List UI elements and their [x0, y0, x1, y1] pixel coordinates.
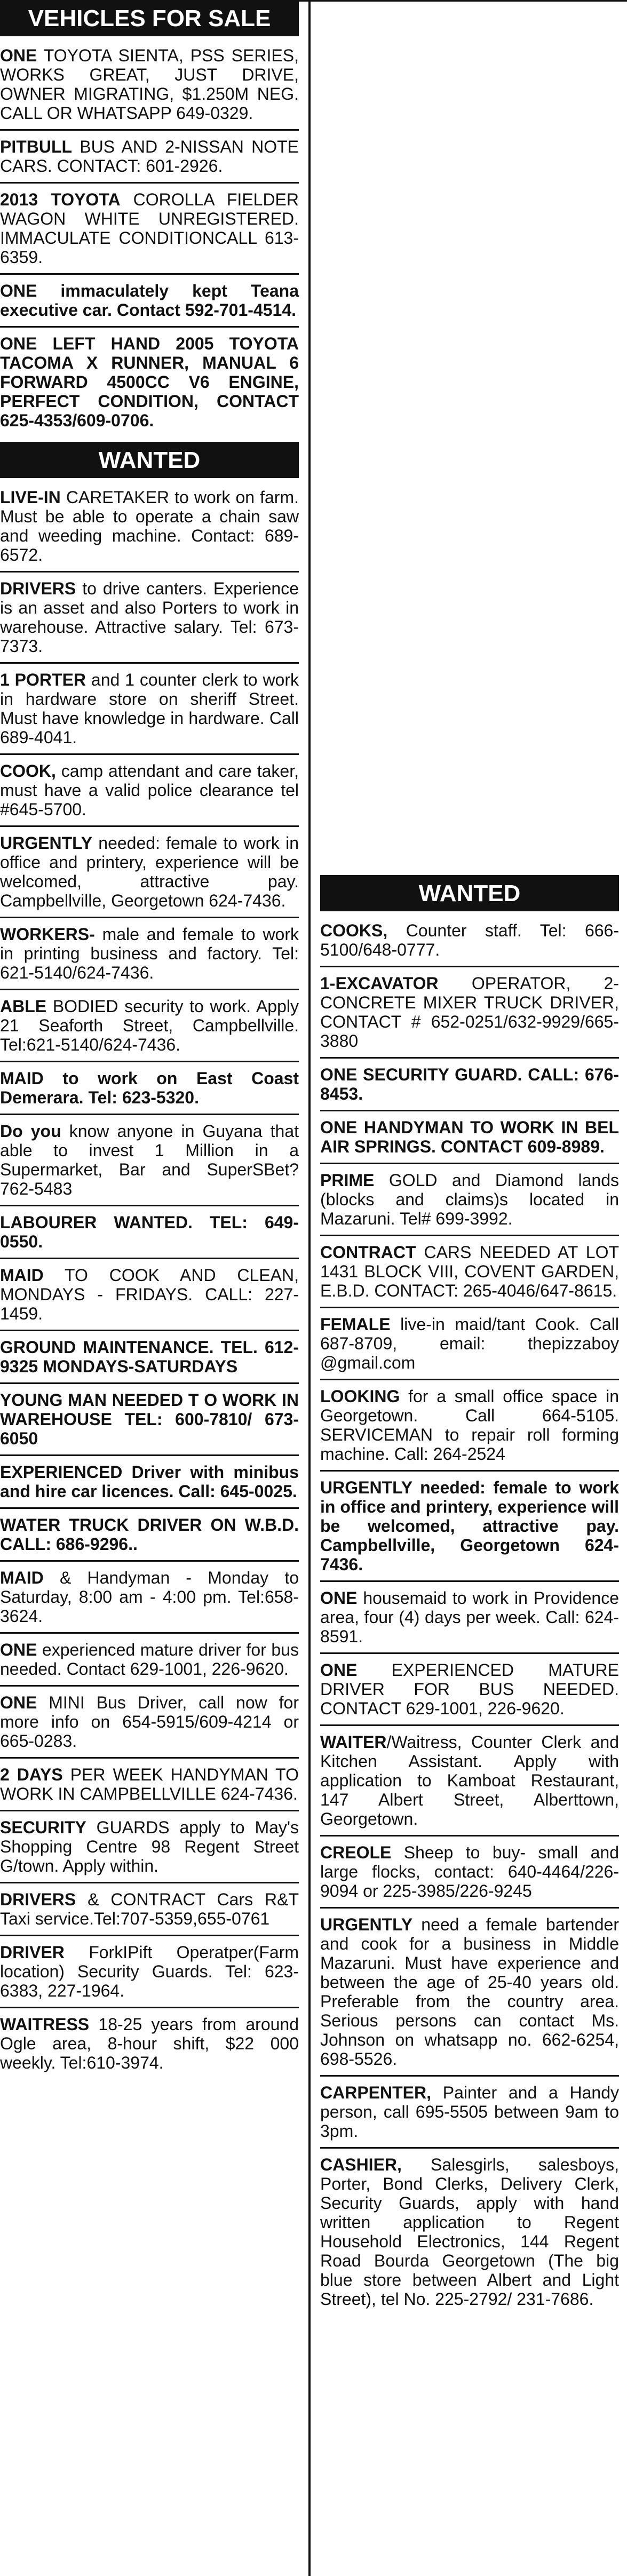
ad-lead: 2 DAYS	[0, 1765, 63, 1784]
ad-body: housemaid to work in Providence area, four (4) days per week. Call: 624-8591.	[320, 1588, 619, 1646]
ad-lead: DRIVER	[0, 1943, 65, 1962]
vehicles-ads-list	[0, 45, 299, 436]
vehicles-for-sale-header: VEHICLES FOR SALE	[0, 0, 299, 36]
ad-lead: LABOURER WANTED.	[0, 1213, 193, 1232]
classified-ad	[320, 1659, 619, 1726]
ad-lead: LOOKING	[320, 1387, 400, 1406]
ad-body: for a small office space in Georgetown. Call 664-5105. SERVICEMAN to repair roll forming machine. Call: 264-2524	[320, 1387, 619, 1464]
classified-ad	[320, 920, 619, 967]
classified-ad	[0, 189, 299, 275]
ad-lead: ONE HANDYMAN	[320, 1118, 464, 1137]
ad-lead: ONE	[0, 1640, 37, 1659]
ad-lead: URGENTLY	[320, 1478, 412, 1497]
ad-lead: Do you	[0, 1122, 61, 1141]
ad-lead: ONE	[320, 1588, 358, 1608]
ad-lead: MAID	[0, 1069, 44, 1088]
ad-body: CARS NEEDED AT LOT 1431 BLOCK VIII, COVENT GARDEN, E.B.D. CONTACT: 265-4046/647-8615.	[320, 1243, 619, 1300]
ad-lead: WAITER	[320, 1732, 387, 1752]
blank-space	[320, 0, 619, 875]
ad-lead: EXPERIENCED Driver	[0, 1462, 181, 1482]
classified-ad	[320, 1386, 619, 1472]
classified-ad	[0, 1068, 299, 1115]
ad-body: TEL: 649-0550.	[0, 1213, 299, 1251]
column-rule	[308, 0, 311, 2576]
ad-body: ON W.B.D. CALL: 686-9296..	[0, 1515, 299, 1554]
classified-ad	[0, 832, 299, 918]
classified-ad	[0, 487, 299, 573]
wanted-header-left: WANTED	[0, 442, 299, 478]
ad-body: immaculately kept Teana executive car. Contact 592-701-4514.	[0, 281, 299, 320]
ad-lead: YOUNG MAN NEEDED T O WORK IN WAREHOUSE	[0, 1390, 299, 1429]
ad-body: TOYOTA TACOMA X RUNNER, MANUAL 6 FORWARD 4500CC V6 ENGINE, PERFECT CONDITION, CONTACT 625-4353/609-0706.	[0, 334, 299, 430]
ad-body: EXPERIENCED MATURE DRIVER FOR BUS NEEDED. CONTACT 629-1001, 226-9620.	[320, 1660, 619, 1718]
classified-ad	[0, 136, 299, 184]
classified-ad	[0, 1120, 299, 1206]
ad-lead: ABLE	[0, 997, 47, 1016]
classified-ad	[320, 1842, 619, 1909]
ad-lead: DRIVERS	[0, 579, 76, 598]
ad-body: TEL. 612-9325 MONDAYS-SATURDAYS	[0, 1338, 299, 1376]
ad-lead: ONE	[0, 281, 37, 300]
ad-lead: PRIME	[320, 1171, 375, 1190]
classified-ad	[0, 2014, 299, 2079]
ad-lead: URGENTLY	[0, 833, 93, 853]
ad-lead: CARPENTER,	[320, 2083, 432, 2102]
ad-lead: DRIVERS	[0, 1890, 76, 1909]
wanted-ads-list-left	[0, 487, 299, 2079]
ad-lead: CONTRACT	[320, 1243, 416, 1262]
classified-ad	[320, 1914, 619, 2077]
ad-lead: COOK,	[0, 761, 56, 781]
ad-body: PER WEEK HANDYMAN TO WORK IN CAMPBELLVILLE 624-7436.	[0, 1765, 299, 1803]
ad-lead: 1-EXCAVATOR	[320, 974, 439, 993]
ad-lead: COOKS,	[320, 921, 388, 940]
classified-ad	[320, 1242, 619, 1308]
classified-ad	[0, 1461, 299, 1509]
ad-body: know anyone in Guyana that able to invest 1 Million in a Supermarket, Bar and SuperSBet? 762-5483	[0, 1122, 299, 1198]
classified-ad	[0, 280, 299, 328]
ad-body: camp attendant and care taker, must have a valid police clearance tel #645-5700.	[0, 761, 299, 819]
ad-body: BODIED security to work. Apply 21 Seaforth Street, Campbellville. Tel:621-5140/624-7436.	[0, 997, 299, 1054]
ad-body: GOLD and Diamond lands (blocks and claims)s located in Mazaruni. Tel# 699-3992.	[320, 1171, 619, 1228]
ad-lead: LIVE-IN	[0, 488, 61, 507]
ad-body: 18-25 years from around Ogle area, 8-hour shift, $22 000 weekly. Tel:610-3974.	[0, 2015, 299, 2072]
ad-body: TO COOK AND CLEAN, MONDAYS - FRIDAYS. CALL: 227-1459.	[0, 1266, 299, 1323]
ad-body: & Handyman - Monday to Saturday, 8:00 am - 4:00 pm. Tel:658-3624.	[0, 1568, 299, 1626]
classified-ad	[320, 1170, 619, 1236]
classified-ad	[0, 1514, 299, 1562]
ad-body: Painter and a Handy person, call 695-5505 between 9am to 3pm.	[320, 2083, 619, 2141]
ad-body: experienced mature driver for bus needed. Contact 629-1001, 226-9620.	[0, 1640, 299, 1679]
classified-ad	[0, 996, 299, 1062]
classified-ad	[0, 1337, 299, 1384]
ad-lead: MAID	[0, 1568, 44, 1587]
ad-lead: ONE	[0, 1693, 37, 1712]
classified-ad	[0, 578, 299, 664]
classified-ad	[0, 1817, 299, 1883]
classified-ad	[0, 1389, 299, 1456]
classified-ad	[0, 1212, 299, 1259]
classified-ad	[0, 1567, 299, 1634]
classified-ad	[0, 924, 299, 990]
ad-lead: 2013 TOYOTA	[0, 190, 121, 209]
classified-ad	[0, 1692, 299, 1759]
ad-lead: GROUND MAINTENANCE.	[0, 1338, 214, 1357]
classified-ad	[320, 1477, 619, 1582]
classified-ad	[0, 1265, 299, 1331]
ad-lead: ONE	[0, 46, 37, 65]
ad-body: BUS AND 2-NISSAN NOTE CARS. CONTACT: 601-2926.	[0, 137, 299, 176]
ad-lead: 1 PORTER	[0, 670, 86, 689]
classified-ad	[0, 45, 299, 131]
classified-ad	[320, 2154, 619, 2315]
ad-body: to drive canters. Experience is an asset and also Porters to work in warehouse. Attractive salary. Tel: 673-7373.	[0, 579, 299, 656]
ad-body: MINI Bus Driver, call now for more info on 654-5915/609-4214 or 665-0283.	[0, 1693, 299, 1751]
ad-body: /Waitress, Counter Clerk and Kitchen Assistant. Apply with application to Kamboat Restaurant, 147 Albert Street, Alberttown, Georgetown.	[320, 1732, 619, 1828]
ad-body: male and female to work in printing business and factory. Tel: 621-5140/624-7436.	[0, 925, 299, 982]
wanted-ads-list-right	[320, 920, 619, 2315]
ad-body: TOYOTA SIENTA, PSS SERIES, WORKS GREAT, JUST DRIVE, OWNER MIGRATING, $1.250M NEG. CALL OR WHATSAPP 649-0329.	[0, 46, 299, 123]
ad-body: need a female bartender and cook for a business in Middle Mazaruni. Must have experience and between the age of 25-40 years old. Preferable from the country area. Serious persons can contact Ms. Johnson on whatsapp no. 662-6254, 698-5526.	[320, 1915, 619, 2069]
ad-body: & CONTRACT Cars R&T Taxi service.Tel:707-5359,655-0761	[0, 1890, 299, 1928]
classified-ad	[0, 669, 299, 755]
classified-ad	[320, 973, 619, 1059]
ad-body: Counter staff. Tel: 666-5100/648-0777.	[320, 921, 619, 959]
ad-lead: ONE SECURITY	[320, 1065, 449, 1084]
right-column	[320, 0, 619, 2320]
ad-lead: CASHIER,	[320, 2155, 402, 2174]
left-column	[0, 0, 299, 2084]
ad-body: needed: female to work in office and printery, experience will be welcomed, attractive pay. Campbellville, Georgetown 624-7436.	[320, 1478, 619, 1574]
classified-ad	[320, 1731, 619, 1836]
classified-ad	[320, 1587, 619, 1654]
ad-body: GUARDS apply to May's Shopping Centre 98 Regent Street G/town. Apply within.	[0, 1818, 299, 1875]
ad-lead: ONE	[320, 1660, 358, 1680]
classified-ad	[320, 1117, 619, 1164]
classified-ad	[320, 2082, 619, 2149]
ad-lead: FEMALE	[320, 1315, 391, 1334]
ad-body: CARETAKER to work on farm. Must be able to operate a chain saw and weeding machine. Contact: 689-6572.	[0, 488, 299, 565]
ad-lead: CREOLE	[320, 1843, 392, 1862]
classified-ad	[0, 1942, 299, 2008]
ad-body: GUARD. CALL: 676-8453.	[320, 1065, 620, 1103]
ad-body: TO WORK IN BEL AIR SPRINGS. CONTACT 609-8989.	[320, 1118, 620, 1156]
ad-lead: MAID	[0, 1266, 44, 1285]
ad-body: with minibus and hire car licences. Call: 645-0025.	[0, 1462, 299, 1501]
classified-ad	[320, 1064, 619, 1111]
ad-body: ForkIPift Operatper(Farm location) Security Guards. Tel: 623-6383, 227-1964.	[0, 1943, 299, 2000]
ad-body: OPERATOR, 2- CONCRETE MIXER TRUCK DRIVER, CONTACT # 652-0251/632-9929/665-3880	[320, 974, 619, 1051]
ad-lead: SECURITY	[0, 1818, 86, 1837]
classified-ad	[0, 1889, 299, 1936]
ad-body: COROLLA FIELDER WAGON WHITE UNREGISTERED. IMMACULATE CONDITIONCALL 613-6359.	[0, 190, 299, 267]
ad-body: Salesgirls, salesboys, Porter, Bond Clerks, Delivery Clerk, Security Guards, apply with hand written application to Regent Household Electronics, 144 Regent Road Bourda Georgetown (The big blue store between Albert and Light Street), tel No. 225-2792/ 231-7686.	[320, 2155, 619, 2309]
classified-ad	[0, 760, 299, 827]
ad-body: TEL: 600-7810/ 673-6050	[0, 1410, 299, 1448]
classified-ad	[0, 1639, 299, 1687]
ad-lead: WORKERS-	[0, 925, 95, 944]
ad-body: to work on East Coast Demerara. Tel: 623-5320.	[0, 1069, 299, 1107]
ad-body: needed: female to work in office and printery, experience will be welcomed, attractive pay. Campbellville, Georgetown 624-7436.	[0, 833, 299, 910]
classified-ad	[320, 1314, 619, 1380]
wanted-header-right: WANTED	[320, 875, 619, 911]
ad-lead: WATER TRUCK DRIVER	[0, 1515, 202, 1535]
ad-lead: URGENTLY	[320, 1915, 413, 1934]
classified-ad	[0, 1764, 299, 1811]
ad-lead: ONE LEFT HAND 2005	[0, 334, 214, 353]
ad-lead: PITBULL	[0, 137, 73, 156]
ad-lead: WAITRESS	[0, 2015, 90, 2034]
ad-body: live-in maid/tant Cook. Call 687-8709, email: thepizzaboy @gmail.com	[320, 1315, 619, 1372]
ad-body: Sheep to buy- small and large flocks, contact: 640-4464/226-9094 or 225-3985/226-9245	[320, 1843, 619, 1901]
ad-body: and 1 counter clerk to work in hardware store on sheriff Street. Must have knowledge in hardware. Call 689-4041.	[0, 670, 299, 747]
classified-ad	[0, 333, 299, 436]
